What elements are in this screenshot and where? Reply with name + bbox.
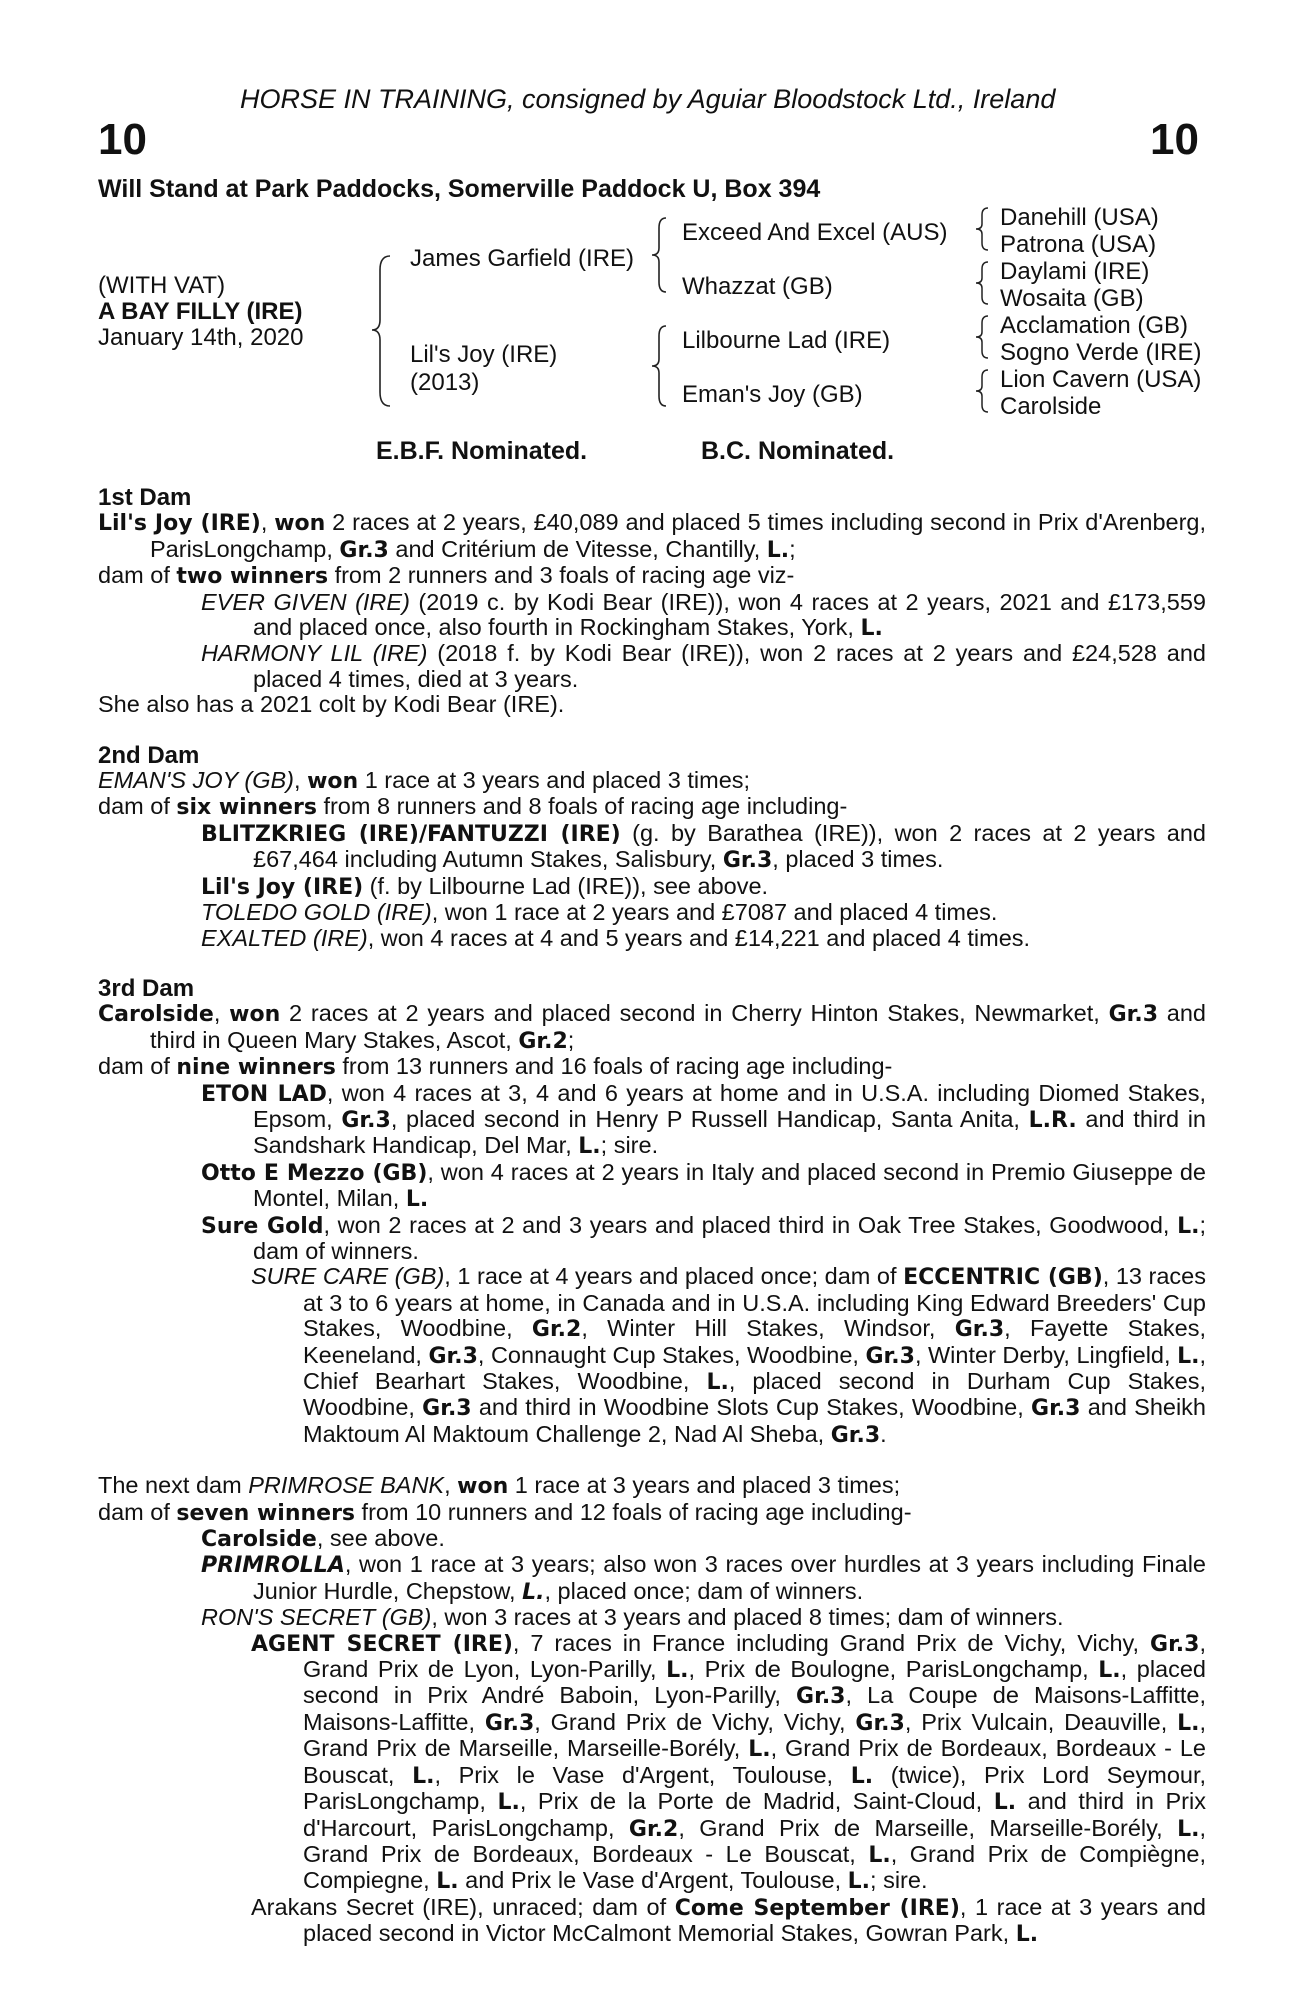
pedigree-brace-dam xyxy=(650,322,670,410)
pedigree-g6: Sogno Verde (IRE) xyxy=(1000,339,1202,366)
ebf-nominated: E.B.F. Nominated. xyxy=(376,437,588,465)
produce-2021-colt: She also has a 2021 colt by Kodi Bear (IRE). xyxy=(98,691,565,718)
produce-arakans-secret: Arakans Secret (IRE), unraced; dam of Come September (IRE), 1 race at 3 years and placed second in Victor McCalmont Memorial Stakes, Gowran Park, L. xyxy=(251,1893,1206,1948)
pedigree-dam-year: (2013) xyxy=(410,369,480,396)
produce-carolside: Carolside, see above. xyxy=(201,1525,445,1553)
dam2-produce-summary: dam of six winners from 8 runners and 8 foals of racing age including- xyxy=(98,793,848,821)
pedigree-brace-g34 xyxy=(974,259,992,307)
next-dam-record: The next dam PRIMROSE BANK, won 1 race at 3 years and placed 3 times; xyxy=(98,1472,901,1500)
pedigree-sire-dam: Whazzat (GB) xyxy=(682,273,833,300)
produce-primrolla: PRIMROLLA, won 1 race at 3 years; also won 3 races over hurdles at 3 years including Finale Junior Hurdle, Chepstow, L., placed once; dam of winners. xyxy=(201,1551,1206,1605)
catalogue-body xyxy=(98,485,1206,1948)
produce-otto-e-mezzo: Otto E Mezzo (GB), won 4 races at 2 years in Italy and placed second in Premio Giuseppe de Montel, Milan, L. xyxy=(201,1158,1206,1213)
pedigree-g5: Acclamation (GB) xyxy=(1000,312,1189,339)
produce-lils-joy: Lil's Joy (IRE) (f. by Lilbourne Lad (IRE)), see above. xyxy=(201,872,769,900)
pedigree-sire-sire: Exceed And Excel (AUS) xyxy=(682,219,948,246)
dam1-record: Lil's Joy (IRE), won 2 races at 2 years, £40,089 and placed 5 times including second in Prix d'Arenberg, ParisLongchamp, Gr.3 and Critérium de Vitesse, Chantilly, L.; xyxy=(98,509,1207,563)
pedigree-g2: Patrona (USA) xyxy=(1000,231,1157,258)
bc-nominated: B.C. Nominated. xyxy=(701,437,895,465)
produce-ever-given: EVER GIVEN (IRE) (2019 c. by Kodi Bear (IRE)), won 4 races at 2 years, 2021 and £173,559 and placed once, also fourth in Rockingham Stakes, York, L. xyxy=(201,588,1206,642)
pedigree-g3: Daylami (IRE) xyxy=(1000,258,1150,285)
produce-sure-care: SURE CARE (GB), 1 race at 4 years and placed once; dam of ECCENTRIC (GB), 13 races at 3 to 6 years at home, in Canada and in U.S.A. including King Edward Breeders' Cup Stakes, Woodbine, Gr.2, Winter Hill Stakes, Windsor, Gr.3, Fayette Stakes, Keeneland, Gr.3, Connaught Cup Stakes, Woodbine, Gr.3, Winter Derby, Lingfield, L., Chief Bearhart Stakes, Woodbine, L., placed second in Durham Cup Stakes, Woodbine, Gr.3 and third in Woodbine Slots Cup Stakes, Woodbine, Gr.3 and Sheikh Maktoum Al Maktoum Challenge 2, Nad Al Sheba, Gr.3. xyxy=(251,1263,1206,1448)
lot-number-right: 10 xyxy=(1150,115,1199,164)
produce-blitzkrieg: BLITZKRIEG (IRE)/FANTUZZI (IRE) (g. by Barathea (IRE)), won 2 races at 2 years and £67,464 including Autumn Stakes, Salisbury, Gr.3, placed 3 times. xyxy=(201,819,1206,874)
pedigree-dam: Lil's Joy (IRE) xyxy=(410,341,558,368)
pedigree-brace-g56 xyxy=(974,313,992,361)
pedigree-g8: Carolside xyxy=(1000,393,1102,420)
dam1-heading: 1st Dam xyxy=(98,484,192,511)
pedigree-brace-g12 xyxy=(974,205,992,253)
produce-exalted: EXALTED (IRE), won 4 races at 4 and 5 years and £14,221 and placed 4 times. xyxy=(201,924,1031,951)
dam3-produce-summary: dam of nine winners from 13 runners and 16 foals of racing age including- xyxy=(98,1053,893,1081)
pedigree-g1: Danehill (USA) xyxy=(1000,204,1159,231)
pedigree-dam-sire: Lilbourne Lad (IRE) xyxy=(682,327,891,354)
horse-dob: January 14th, 2020 xyxy=(98,324,304,351)
stand-location: Will Stand at Park Paddocks, Somerville Paddock U, Box 394 xyxy=(98,175,821,203)
produce-sure-gold: Sure Gold, won 2 races at 2 and 3 years and placed third in Oak Tree Stakes, Goodwood, L.; dam of winners. xyxy=(201,1211,1206,1264)
consignment-header: HORSE IN TRAINING, consigned by Aguiar Bloodstock Ltd., Ireland xyxy=(240,84,1056,114)
produce-agent-secret: AGENT SECRET (IRE), 7 races in France including Grand Prix de Vichy, Vichy, Gr.3, Grand Prix de Lyon, Lyon-Parilly, L., Prix de Boulogne, ParisLongchamp, L., placed second in Prix André Baboin, Lyon-Parilly, Gr.3, La Coupe de Maisons-Laffitte, Maisons-Laffitte, Gr.3, Grand Prix de Vichy, Vichy, Gr.3, Prix Vulcain, Deauville, L., Grand Prix de Marseille, Marseille-Borély, L., Grand Prix de Bordeaux, Bordeaux - Le Bouscat, L., Prix le Vase d'Argent, Toulouse, L. (twice), Prix Lord Seymour, ParisLongchamp, L., Prix de la Porte de Madrid, Saint-Cloud, L. and third in Prix d'Harcourt, ParisLongchamp, Gr.2, Grand Prix de Marseille, Marseille-Borély, L., Grand Prix de Bordeaux, Bordeaux - Le Bouscat, L., Grand Prix de Compiègne, Compiegne, L. and Prix le Vase d'Argent, Toulouse, L.; sire. xyxy=(251,1629,1207,1895)
produce-toledo-gold: TOLEDO GOLD (IRE), won 1 race at 2 years and £7087 and placed 4 times. xyxy=(201,899,998,926)
next-dam-produce-summary: dam of seven winners from 10 runners and 12 foals of racing age including- xyxy=(98,1498,912,1526)
dam2-heading: 2nd Dam xyxy=(98,741,200,769)
dam3-heading: 3rd Dam xyxy=(98,974,195,1002)
pedigree-sire: James Garfield (IRE) xyxy=(410,245,635,272)
pedigree-brace-main xyxy=(370,250,394,410)
pedigree-g7: Lion Cavern (USA) xyxy=(1000,366,1202,393)
produce-rons-secret: RON'S SECRET (GB), won 3 races at 3 years and placed 8 times; dam of winners. xyxy=(201,1604,1064,1631)
dam2-record: EMAN'S JOY (GB), won 1 race at 3 years and placed 3 times; xyxy=(98,767,751,795)
lot-number-left: 10 xyxy=(98,115,147,164)
horse-name: A BAY FILLY (IRE) xyxy=(98,298,303,325)
pedigree-g4: Wosaita (GB) xyxy=(1000,285,1144,312)
dam3-record: Carolside, won 2 races at 2 years and placed second in Cherry Hinton Stakes, Newmarket, Gr.3 and third in Queen Mary Stakes, Ascot, Gr.2; xyxy=(98,1000,1206,1054)
vat-note: (WITH VAT) xyxy=(98,272,226,299)
pedigree-brace-g78 xyxy=(974,367,992,415)
pedigree-dam-dam: Eman's Joy (GB) xyxy=(682,381,863,408)
produce-harmony-lil: HARMONY LIL (IRE) (2018 f. by Kodi Bear (IRE)), won 2 races at 2 years and £24,528 and placed 4 times, died at 3 years. xyxy=(201,640,1206,692)
produce-eton-lad: ETON LAD, won 4 races at 3, 4 and 6 years at home and in U.S.A. including Diomed Stakes, Epsom, Gr.3, placed second in Henry P Russell Handicap, Santa Anita, L.R. and third in Sandshark Handicap, Del Mar, L.; sire. xyxy=(201,1079,1206,1160)
dam1-produce-summary: dam of two winners from 2 runners and 3 foals of racing age viz- xyxy=(98,562,795,590)
pedigree-brace-sire xyxy=(650,214,670,296)
